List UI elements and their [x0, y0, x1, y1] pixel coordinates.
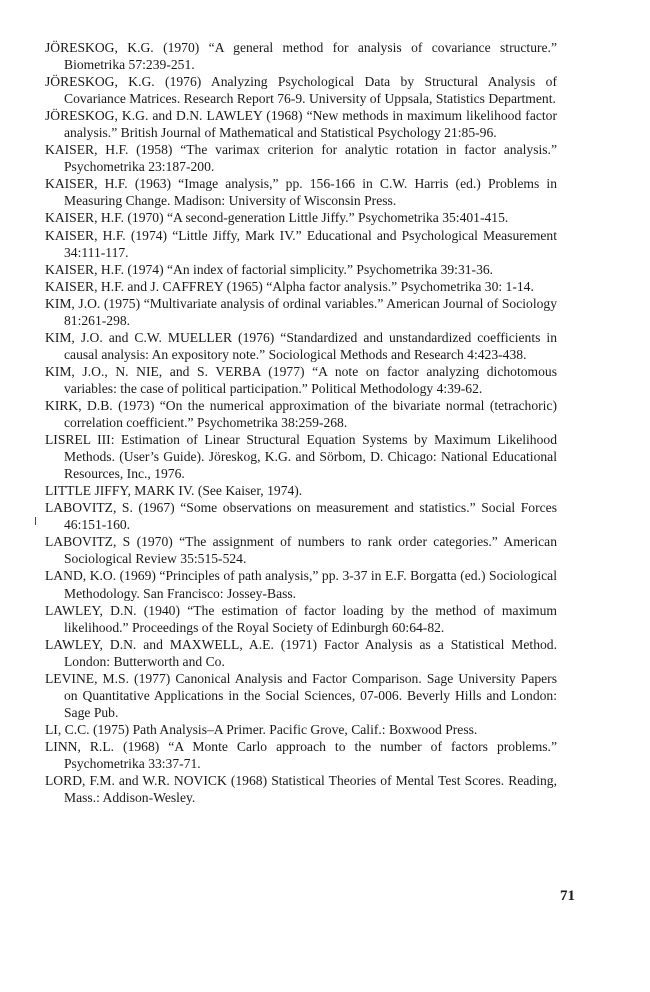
reference-entry: LAWLEY, D.N. and MAXWELL, A.E. (1971) Factor Analysis as a Statistical Method. London: Butterworth and Co.: [45, 636, 557, 669]
reference-entry: LEVINE, M.S. (1977) Canonical Analysis and Factor Comparison. Sage University Papers on Quantitative Applications in the Social Sciences, 07-006. Beverly Hills and London: Sage Pub.: [45, 670, 557, 720]
reference-entry: KAISER, H.F. (1963) “Image analysis,” pp. 156-166 in C.W. Harris (ed.) Problems in Measuring Change. Madison: University of Wisconsin Press.: [45, 176, 557, 209]
reference-entry: LI, C.C. (1975) Path Analysis–A Primer. Pacific Grove, Calif.: Boxwood Press.: [45, 721, 478, 737]
reference-entry: JÖRESKOG, K.G. (1970) “A general method for analysis of covariance structure.” Biometrika 57:239-251.: [45, 40, 557, 73]
reference-entry: JÖRESKOG, K.G. and D.N. LAWLEY (1968) “New methods in maximum likelihood factor analysis.” British Journal of Mathematical and Statistical Psychology 21:85-96.: [45, 108, 557, 141]
reference-entry: LINN, R.L. (1968) “A Monte Carlo approach to the number of factors problems.” Psychometrika 33:37-71.: [45, 738, 557, 771]
reference-entry: LITTLE JIFFY, MARK IV. (See Kaiser, 1974).: [45, 483, 303, 499]
reference-entry: JÖRESKOG, K.G. (1976) Analyzing Psychological Data by Structural Analysis of Covariance Matrices. Research Report 76-9. University of Uppsala, Statistics Department.: [45, 74, 557, 107]
page-number: 71: [560, 888, 575, 904]
reference-entry: KAISER, H.F. (1974) “Little Jiffy, Mark IV.” Educational and Psychological Measurement 34:111-117.: [45, 227, 557, 260]
reference-entry: LAND, K.O. (1969) “Principles of path analysis,” pp. 3-37 in E.F. Borgatta (ed.) Sociological Methodology. San Francisco: Jossey-Bass.: [45, 568, 557, 601]
reference-entry: KIRK, D.B. (1973) “On the numerical approximation of the bivariate normal (tetrachoric) correlation coefficient.” Psychometrika 38:259-268.: [45, 397, 557, 431]
reference-entry: LORD, F.M. and W.R. NOVICK (1968) Statistical Theories of Mental Test Scores. Reading, Mass.: Addison-Wesley.: [45, 773, 557, 806]
reference-entry: KIM, J.O., N. NIE, and S. VERBA (1977) “A note on factor analyzing dichotomous variables: the case of political participation.” Political Methodology 4:39-62.: [45, 363, 557, 396]
reference-entry: LABOVITZ, S. (1967) “Some observations on measurement and statistics.” Social Forces 46:151-160.: [45, 500, 557, 533]
reference-entry: KIM, J.O. (1975) “Multivariate analysis of ordinal variables.” American Journal of Sociology 81:261-298.: [45, 295, 557, 328]
reference-entry: KAISER, H.F. (1958) “The varimax criterion for analytic rotation in factor analysis.” Psychometrika 23:187-200.: [45, 142, 557, 175]
reference-entry: KAISER, H.F. (1974) “An index of factorial simplicity.” Psychometrika 39:31-36.: [45, 261, 494, 277]
reference-entry: LABOVITZ, S (1970) “The assignment of numbers to rank order categories.” American Sociological Review 35:515-524.: [45, 534, 557, 567]
reference-entry: KAISER, H.F. and J. CAFFREY (1965) “Alpha factor analysis.” Psychometrika 30: 1-14.: [45, 278, 534, 294]
margin-mark: [35, 517, 36, 525]
reference-entry: LAWLEY, D.N. (1940) “The estimation of factor loading by the method of maximum likelihood.” Proceedings of the Royal Society of Edinburgh 60:64-82.: [45, 602, 557, 635]
reference-entry: KAISER, H.F. (1970) “A second-generation Little Jiffy.” Psychometrika 35:401-415.: [45, 210, 509, 226]
reference-entry: LISREL III: Estimation of Linear Structural Equation Systems by Maximum Likelihood Methods. (User’s Guide). Jöreskog, K.G. and Sörbom, D. Chicago: National Educational Resources, Inc., 1976.: [45, 432, 557, 482]
reference-list: [45, 39, 557, 806]
reference-entry: KIM, J.O. and C.W. MUELLER (1976) “Standardized and unstandardized coefficients in causal analysis: An expository note.” Sociological Methods and Research 4:423-438.: [45, 329, 557, 362]
